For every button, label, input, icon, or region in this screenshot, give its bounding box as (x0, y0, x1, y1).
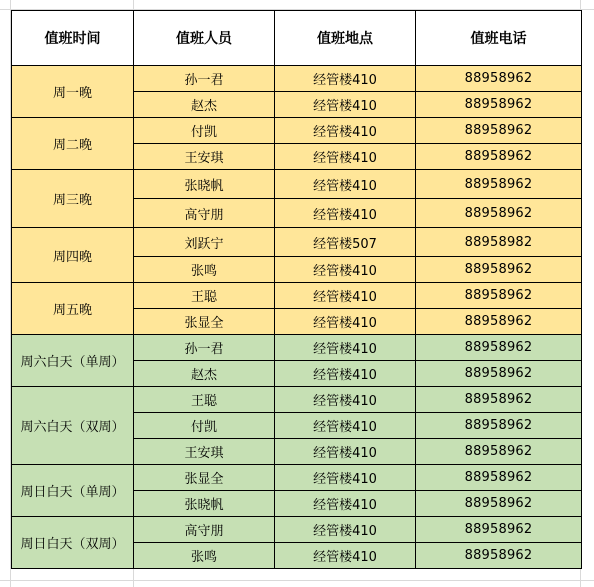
place-cell[interactable]: 经管楼410 (275, 517, 416, 543)
day-cell[interactable]: 周日白天（双周） (12, 517, 134, 569)
phone-cell[interactable]: 88958962 (416, 92, 582, 118)
phone-cell[interactable]: 88958962 (416, 118, 582, 144)
person-cell[interactable]: 张显全 (134, 309, 275, 335)
phone-cell[interactable]: 88958962 (416, 413, 582, 439)
place-cell[interactable]: 经管楼410 (275, 144, 416, 170)
header-duty-place[interactable]: 值班地点 (275, 11, 416, 66)
table-row (12, 387, 582, 413)
phone-cell[interactable]: 88958962 (416, 543, 582, 569)
person-cell[interactable]: 赵杰 (134, 92, 275, 118)
person-cell[interactable]: 张晓帆 (134, 170, 275, 199)
place-cell[interactable]: 经管楼410 (275, 118, 416, 144)
place-cell[interactable]: 经管楼410 (275, 439, 416, 465)
place-cell[interactable]: 经管楼410 (275, 92, 416, 118)
day-cell[interactable]: 周二晚 (12, 118, 134, 170)
person-cell[interactable]: 高守朋 (134, 199, 275, 228)
phone-cell[interactable]: 88958962 (416, 170, 582, 199)
phone-cell[interactable]: 88958962 (416, 491, 582, 517)
table-row (12, 517, 582, 543)
day-cell[interactable]: 周六白天（单周） (12, 335, 134, 387)
day-cell[interactable]: 周五晚 (12, 283, 134, 335)
header-duty-phone[interactable]: 值班电话 (416, 11, 582, 66)
place-cell[interactable]: 经管楼410 (275, 413, 416, 439)
table-row (12, 170, 582, 199)
phone-cell[interactable]: 88958962 (416, 361, 582, 387)
phone-cell[interactable]: 88958962 (416, 517, 582, 543)
phone-cell[interactable]: 88958962 (416, 257, 582, 283)
person-cell[interactable]: 赵杰 (134, 361, 275, 387)
table-row (12, 465, 582, 491)
person-cell[interactable]: 王安琪 (134, 439, 275, 465)
phone-cell[interactable]: 88958962 (416, 387, 582, 413)
person-cell[interactable]: 高守朋 (134, 517, 275, 543)
place-cell[interactable]: 经管楼410 (275, 257, 416, 283)
phone-cell[interactable]: 88958962 (416, 66, 582, 92)
person-cell[interactable]: 张显全 (134, 465, 275, 491)
person-cell[interactable]: 王聪 (134, 283, 275, 309)
place-cell[interactable]: 经管楼410 (275, 66, 416, 92)
phone-cell[interactable]: 88958962 (416, 335, 582, 361)
sheet-gridline (0, 580, 594, 581)
day-cell[interactable]: 周三晚 (12, 170, 134, 228)
place-cell[interactable]: 经管楼507 (275, 228, 416, 257)
place-cell[interactable]: 经管楼410 (275, 309, 416, 335)
table-row (12, 335, 582, 361)
person-cell[interactable]: 孙一君 (134, 66, 275, 92)
day-cell[interactable]: 周一晚 (12, 66, 134, 118)
person-cell[interactable]: 张晓帆 (134, 491, 275, 517)
person-cell[interactable]: 张鸣 (134, 543, 275, 569)
place-cell[interactable]: 经管楼410 (275, 283, 416, 309)
place-cell[interactable]: 经管楼410 (275, 199, 416, 228)
phone-cell[interactable]: 88958962 (416, 465, 582, 491)
place-cell[interactable]: 经管楼410 (275, 465, 416, 491)
table-row (12, 283, 582, 309)
header-duty-time[interactable]: 值班时间 (12, 11, 134, 66)
person-cell[interactable]: 孙一君 (134, 335, 275, 361)
person-cell[interactable]: 王聪 (134, 387, 275, 413)
person-cell[interactable]: 付凯 (134, 413, 275, 439)
table-row (12, 66, 582, 92)
phone-cell[interactable]: 88958962 (416, 439, 582, 465)
phone-cell[interactable]: 88958962 (416, 199, 582, 228)
duty-schedule-table (11, 10, 582, 569)
phone-cell[interactable]: 88958962 (416, 283, 582, 309)
phone-cell[interactable]: 88958962 (416, 309, 582, 335)
place-cell[interactable]: 经管楼410 (275, 361, 416, 387)
person-cell[interactable]: 王安琪 (134, 144, 275, 170)
place-cell[interactable]: 经管楼410 (275, 387, 416, 413)
header-duty-person[interactable]: 值班人员 (134, 11, 275, 66)
phone-cell[interactable]: 88958982 (416, 228, 582, 257)
place-cell[interactable]: 经管楼410 (275, 335, 416, 361)
header-row (12, 11, 582, 66)
person-cell[interactable]: 张鸣 (134, 257, 275, 283)
table-row (12, 228, 582, 257)
place-cell[interactable]: 经管楼410 (275, 170, 416, 199)
person-cell[interactable]: 刘跃宁 (134, 228, 275, 257)
place-cell[interactable]: 经管楼410 (275, 491, 416, 517)
phone-cell[interactable]: 88958962 (416, 144, 582, 170)
person-cell[interactable]: 付凯 (134, 118, 275, 144)
day-cell[interactable]: 周日白天（单周） (12, 465, 134, 517)
place-cell[interactable]: 经管楼410 (275, 543, 416, 569)
table-row (12, 118, 582, 144)
day-cell[interactable]: 周四晚 (12, 228, 134, 283)
day-cell[interactable]: 周六白天（双周） (12, 387, 134, 465)
